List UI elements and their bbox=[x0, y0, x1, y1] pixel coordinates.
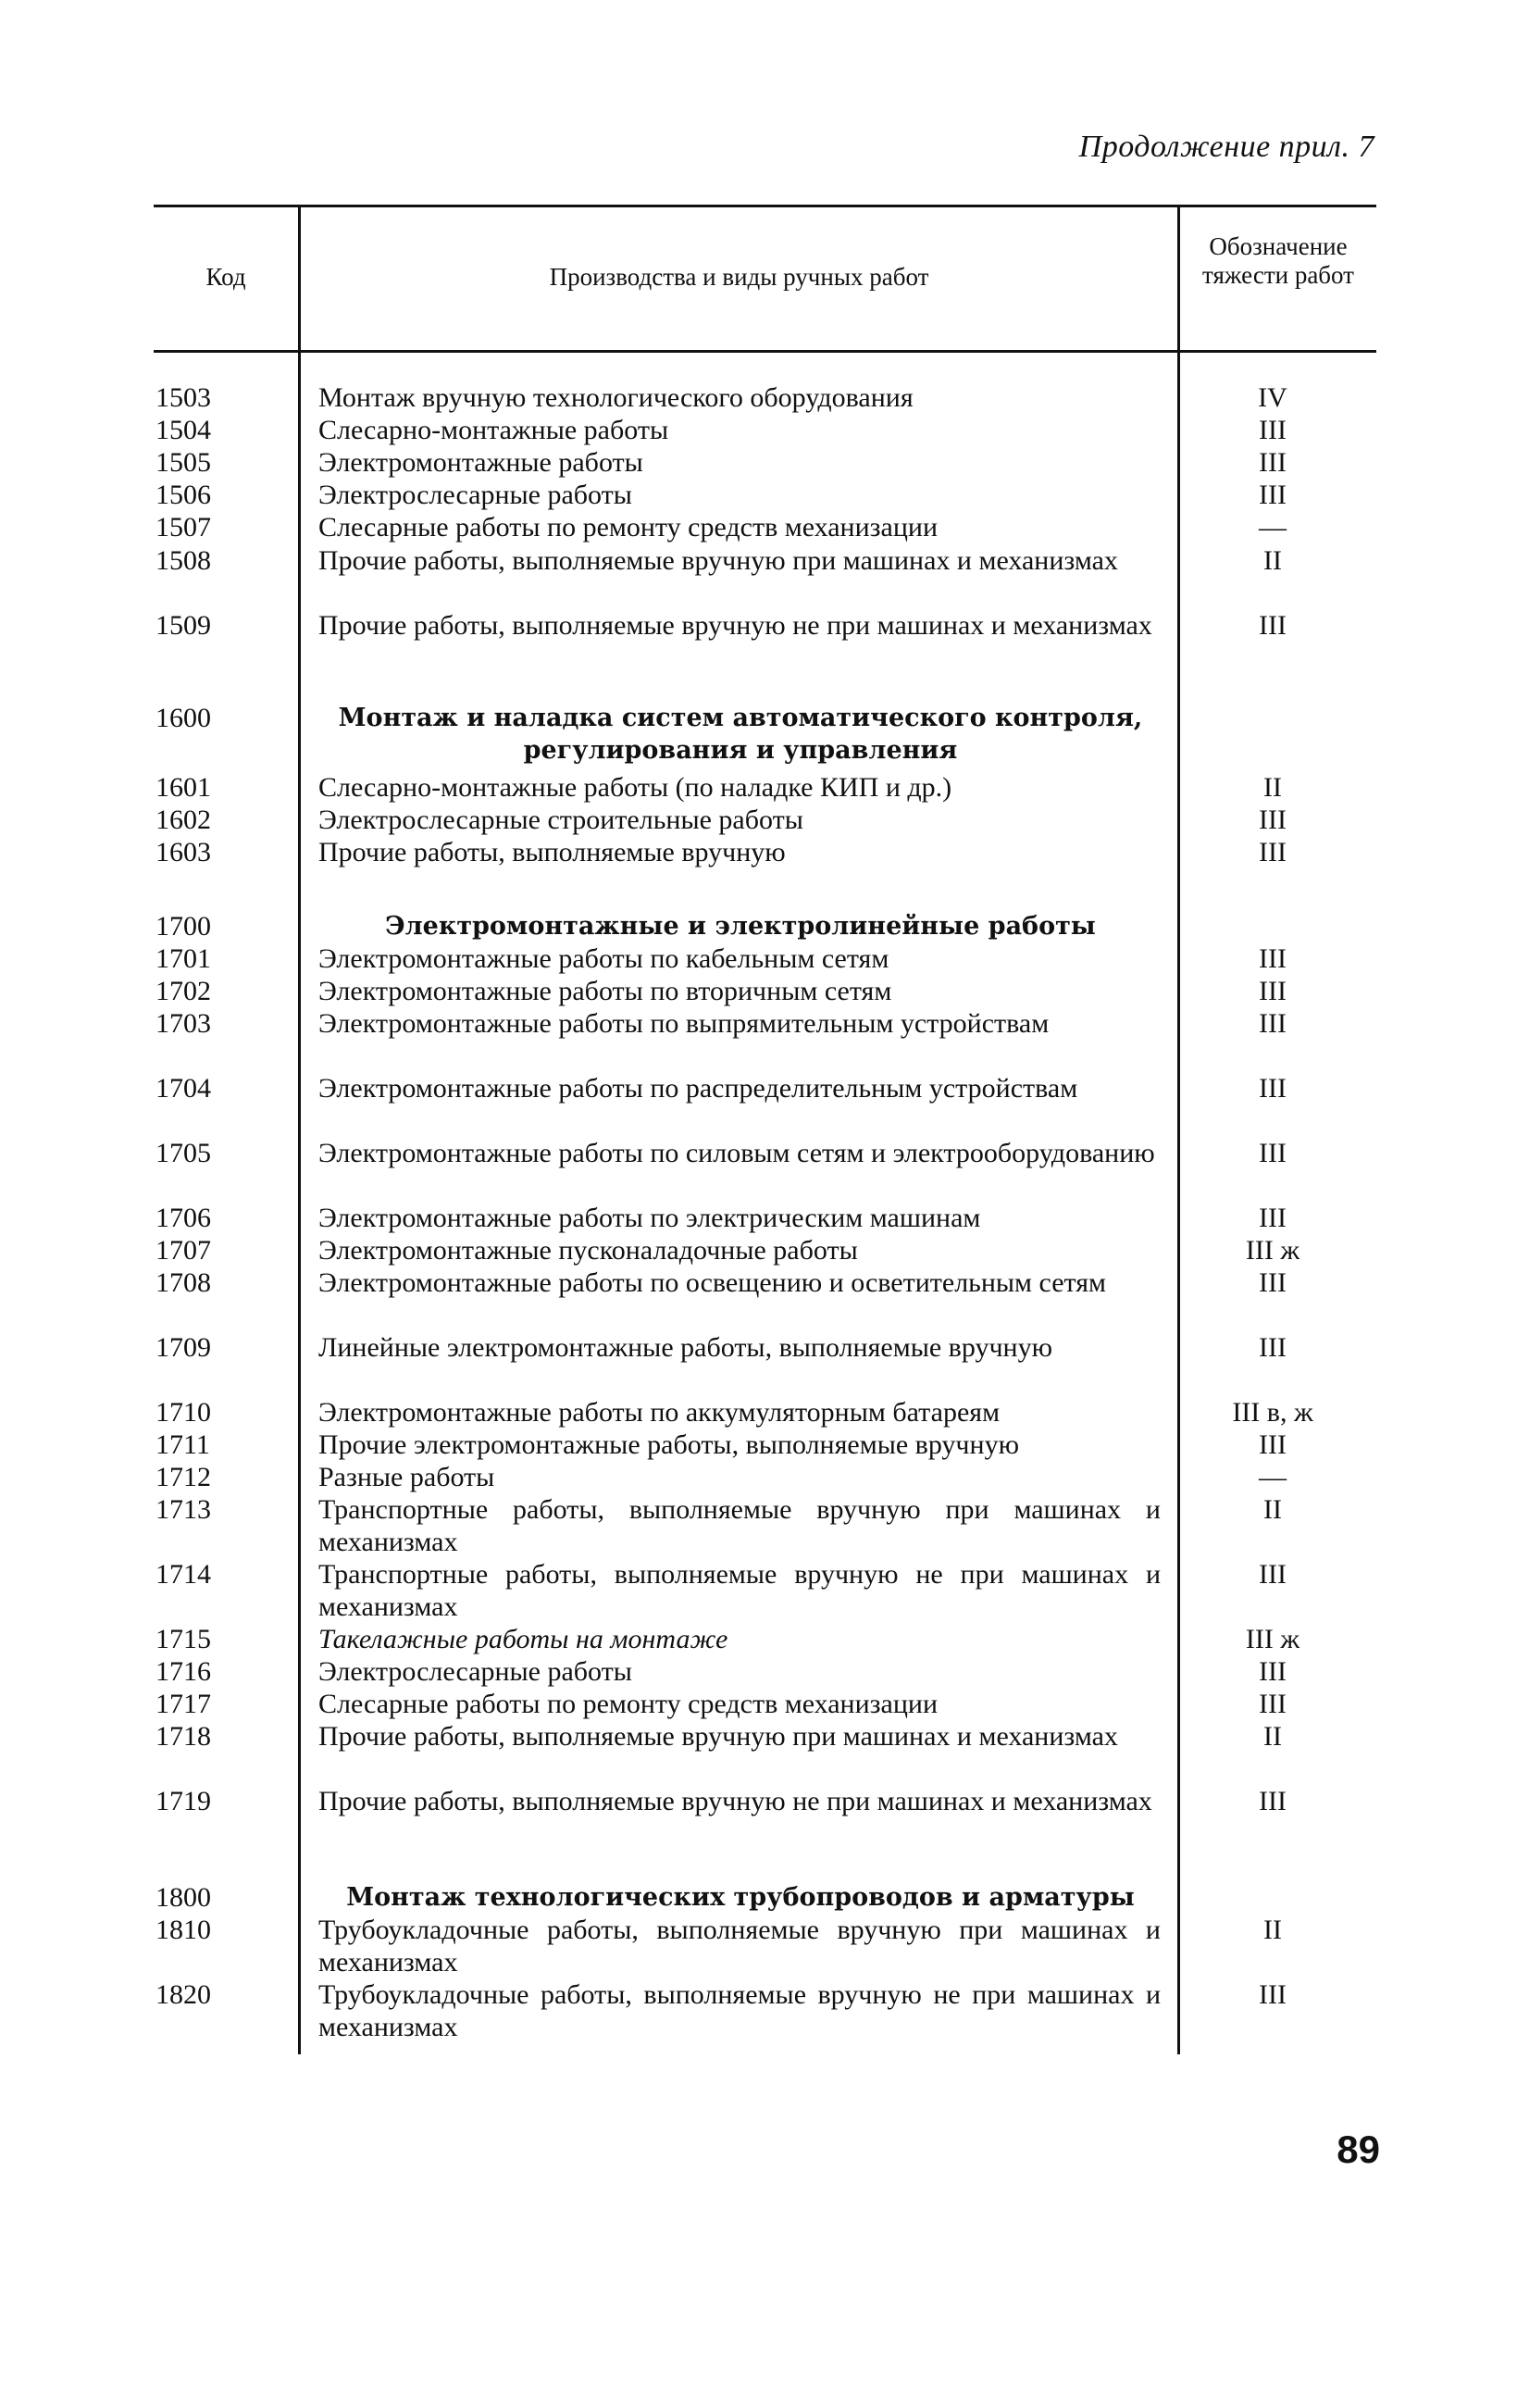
row-grade: III bbox=[1259, 837, 1287, 867]
row-grade: III bbox=[1259, 1559, 1287, 1590]
row-code: 1508 bbox=[155, 545, 211, 576]
row-code: 1800 bbox=[155, 1882, 211, 1913]
column-header-grade: Обозначение тяжести работ bbox=[1202, 232, 1354, 289]
row-grade: III bbox=[1259, 1689, 1287, 1719]
row-grade: III bbox=[1259, 480, 1287, 510]
row-code: 1719 bbox=[155, 1786, 211, 1816]
row-description: Прочие работы, выполняемые вручную bbox=[318, 837, 786, 867]
row-description: Электромонтажные работы по силовым сетям и электрооборудованию bbox=[318, 1138, 1155, 1168]
row-code: 1705 bbox=[155, 1138, 211, 1168]
row-description: Трубоукладочные работы, выполняемые вручную при машинах и механизмах bbox=[318, 1915, 1161, 1978]
row-code: 1707 bbox=[155, 1235, 211, 1266]
row-code: 1712 bbox=[155, 1462, 211, 1492]
row-code: 1702 bbox=[155, 976, 211, 1006]
table-header-rule bbox=[154, 350, 1376, 353]
row-description: Электрослесарные работы bbox=[318, 1656, 632, 1687]
row-code: 1506 bbox=[155, 480, 211, 510]
column-header-works: Производства и виды ручных работ bbox=[549, 263, 929, 291]
row-description: Электромонтажные работы по электрическим машинам bbox=[318, 1203, 981, 1233]
row-code: 1716 bbox=[155, 1656, 211, 1687]
row-code: 1810 bbox=[155, 1915, 211, 1945]
row-description: Монтаж вручную технологического оборудования bbox=[318, 382, 914, 413]
row-description: Электромонтажные работы по освещению и осветительным сетям bbox=[318, 1267, 1107, 1298]
row-code: 1509 bbox=[155, 610, 211, 641]
row-grade: — bbox=[1259, 1462, 1287, 1492]
row-code: 1600 bbox=[155, 703, 211, 733]
page-number: 89 bbox=[1337, 2127, 1380, 2171]
row-grade: III bbox=[1259, 1267, 1287, 1298]
row-grade: III bbox=[1259, 1332, 1287, 1363]
table-top-rule bbox=[154, 205, 1376, 207]
row-grade: III bbox=[1259, 1138, 1287, 1168]
row-grade: II bbox=[1263, 1915, 1282, 1945]
row-description: Электромонтажные работы по кабельным сетям bbox=[318, 943, 889, 974]
row-description: Транспортные работы, выполняемые вручную при машинах и механизмах bbox=[318, 1494, 1161, 1557]
row-grade: III bbox=[1259, 1979, 1287, 2010]
row-grade: II bbox=[1263, 1494, 1282, 1525]
row-description: Транспортные работы, выполняемые вручную не при машинах и механизмах bbox=[318, 1559, 1161, 1622]
row-code: 1710 bbox=[155, 1397, 211, 1428]
row-code: 1603 bbox=[155, 837, 211, 867]
continuation-header: Продолжение прил. 7 bbox=[1078, 130, 1374, 164]
row-grade: IV bbox=[1258, 382, 1287, 413]
row-description: Слесарные работы по ремонту средств механизации bbox=[318, 1689, 938, 1719]
row-code: 1701 bbox=[155, 943, 211, 974]
row-description: Электромонтажные работы bbox=[318, 447, 643, 478]
row-code: 1602 bbox=[155, 805, 211, 835]
row-code: 1820 bbox=[155, 1979, 211, 2010]
row-code: 1706 bbox=[155, 1203, 211, 1233]
row-grade: III в, ж bbox=[1232, 1397, 1313, 1428]
row-grade: III bbox=[1259, 447, 1287, 478]
row-grade: III bbox=[1259, 976, 1287, 1006]
row-grade: II bbox=[1263, 545, 1282, 576]
row-description: Прочие электромонтажные работы, выполняемые вручную bbox=[318, 1429, 1019, 1460]
row-code: 1709 bbox=[155, 1332, 211, 1363]
row-code: 1504 bbox=[155, 415, 211, 445]
row-description: Электромонтажные работы по вторичным сетям bbox=[318, 976, 892, 1006]
row-code: 1505 bbox=[155, 447, 211, 478]
row-grade: III bbox=[1259, 610, 1287, 641]
row-description: Прочие работы, выполняемые вручную не при машинах и механизмах bbox=[318, 610, 1152, 641]
section-title: Электромонтажные и электролинейные работы bbox=[385, 912, 1096, 941]
row-description: Слесарно-монтажные работы bbox=[318, 415, 669, 445]
row-grade: — bbox=[1259, 512, 1287, 543]
row-grade: III bbox=[1259, 1656, 1287, 1687]
row-code: 1715 bbox=[155, 1624, 211, 1654]
row-grade: III bbox=[1259, 1008, 1287, 1039]
row-description: Электромонтажные пусконаладочные работы bbox=[318, 1235, 858, 1266]
row-code: 1713 bbox=[155, 1494, 211, 1525]
row-code: 1601 bbox=[155, 772, 211, 803]
row-grade: II bbox=[1263, 1721, 1282, 1752]
row-grade: III bbox=[1259, 943, 1287, 974]
row-description: Электрослесарные строительные работы bbox=[318, 805, 803, 835]
column-header-code: Код bbox=[205, 263, 246, 291]
row-description: Прочие работы, выполняемые вручную не при машинах и механизмах bbox=[318, 1786, 1152, 1816]
row-description: Прочие работы, выполняемые вручную при машинах и механизмах bbox=[318, 545, 1118, 576]
row-description: Трубоукладочные работы, выполняемые вручную не при машинах и механизмах bbox=[318, 1979, 1161, 2042]
row-description: Прочие работы, выполняемые вручную при машинах и механизмах bbox=[318, 1721, 1118, 1752]
row-code: 1703 bbox=[155, 1008, 211, 1039]
row-grade: III bbox=[1259, 1786, 1287, 1816]
row-description: Такелажные работы на монтаже bbox=[318, 1624, 728, 1654]
row-code: 1718 bbox=[155, 1721, 211, 1752]
row-grade: III bbox=[1259, 1073, 1287, 1104]
row-grade: III bbox=[1259, 415, 1287, 445]
row-code: 1507 bbox=[155, 512, 211, 543]
row-code: 1708 bbox=[155, 1267, 211, 1298]
section-title: Монтаж технологических трубопроводов и арматуры bbox=[346, 1883, 1135, 1912]
row-grade: II bbox=[1263, 772, 1282, 803]
column-divider-left bbox=[298, 205, 301, 2054]
section-title: Монтаж и наладка систем автоматического контроля, регулирования и управления bbox=[338, 704, 1143, 765]
row-description: Электрослесарные работы bbox=[318, 480, 632, 510]
row-description: Линейные электромонтажные работы, выполняемые вручную bbox=[318, 1332, 1052, 1363]
row-code: 1704 bbox=[155, 1073, 211, 1104]
row-grade: III bbox=[1259, 1429, 1287, 1460]
row-description: Слесарно-монтажные работы (по наладке КИП и др.) bbox=[318, 772, 952, 803]
row-description: Электромонтажные работы по распределительным устройствам bbox=[318, 1073, 1078, 1104]
column-divider-right bbox=[1177, 205, 1180, 2054]
row-grade: III bbox=[1259, 1203, 1287, 1233]
row-code: 1700 bbox=[155, 911, 211, 942]
row-description: Электромонтажные работы по выпрямительным устройствам bbox=[318, 1008, 1050, 1039]
row-code: 1717 bbox=[155, 1689, 211, 1719]
row-grade: III ж bbox=[1245, 1624, 1300, 1654]
row-code: 1503 bbox=[155, 382, 211, 413]
row-description: Слесарные работы по ремонту средств механизации bbox=[318, 512, 938, 543]
row-description: Электромонтажные работы по аккумуляторным батареям bbox=[318, 1397, 1001, 1428]
row-code: 1714 bbox=[155, 1559, 211, 1590]
row-description: Разные работы bbox=[318, 1462, 495, 1492]
row-code: 1711 bbox=[155, 1429, 210, 1460]
row-grade: III bbox=[1259, 805, 1287, 835]
row-grade: III ж bbox=[1245, 1235, 1300, 1266]
